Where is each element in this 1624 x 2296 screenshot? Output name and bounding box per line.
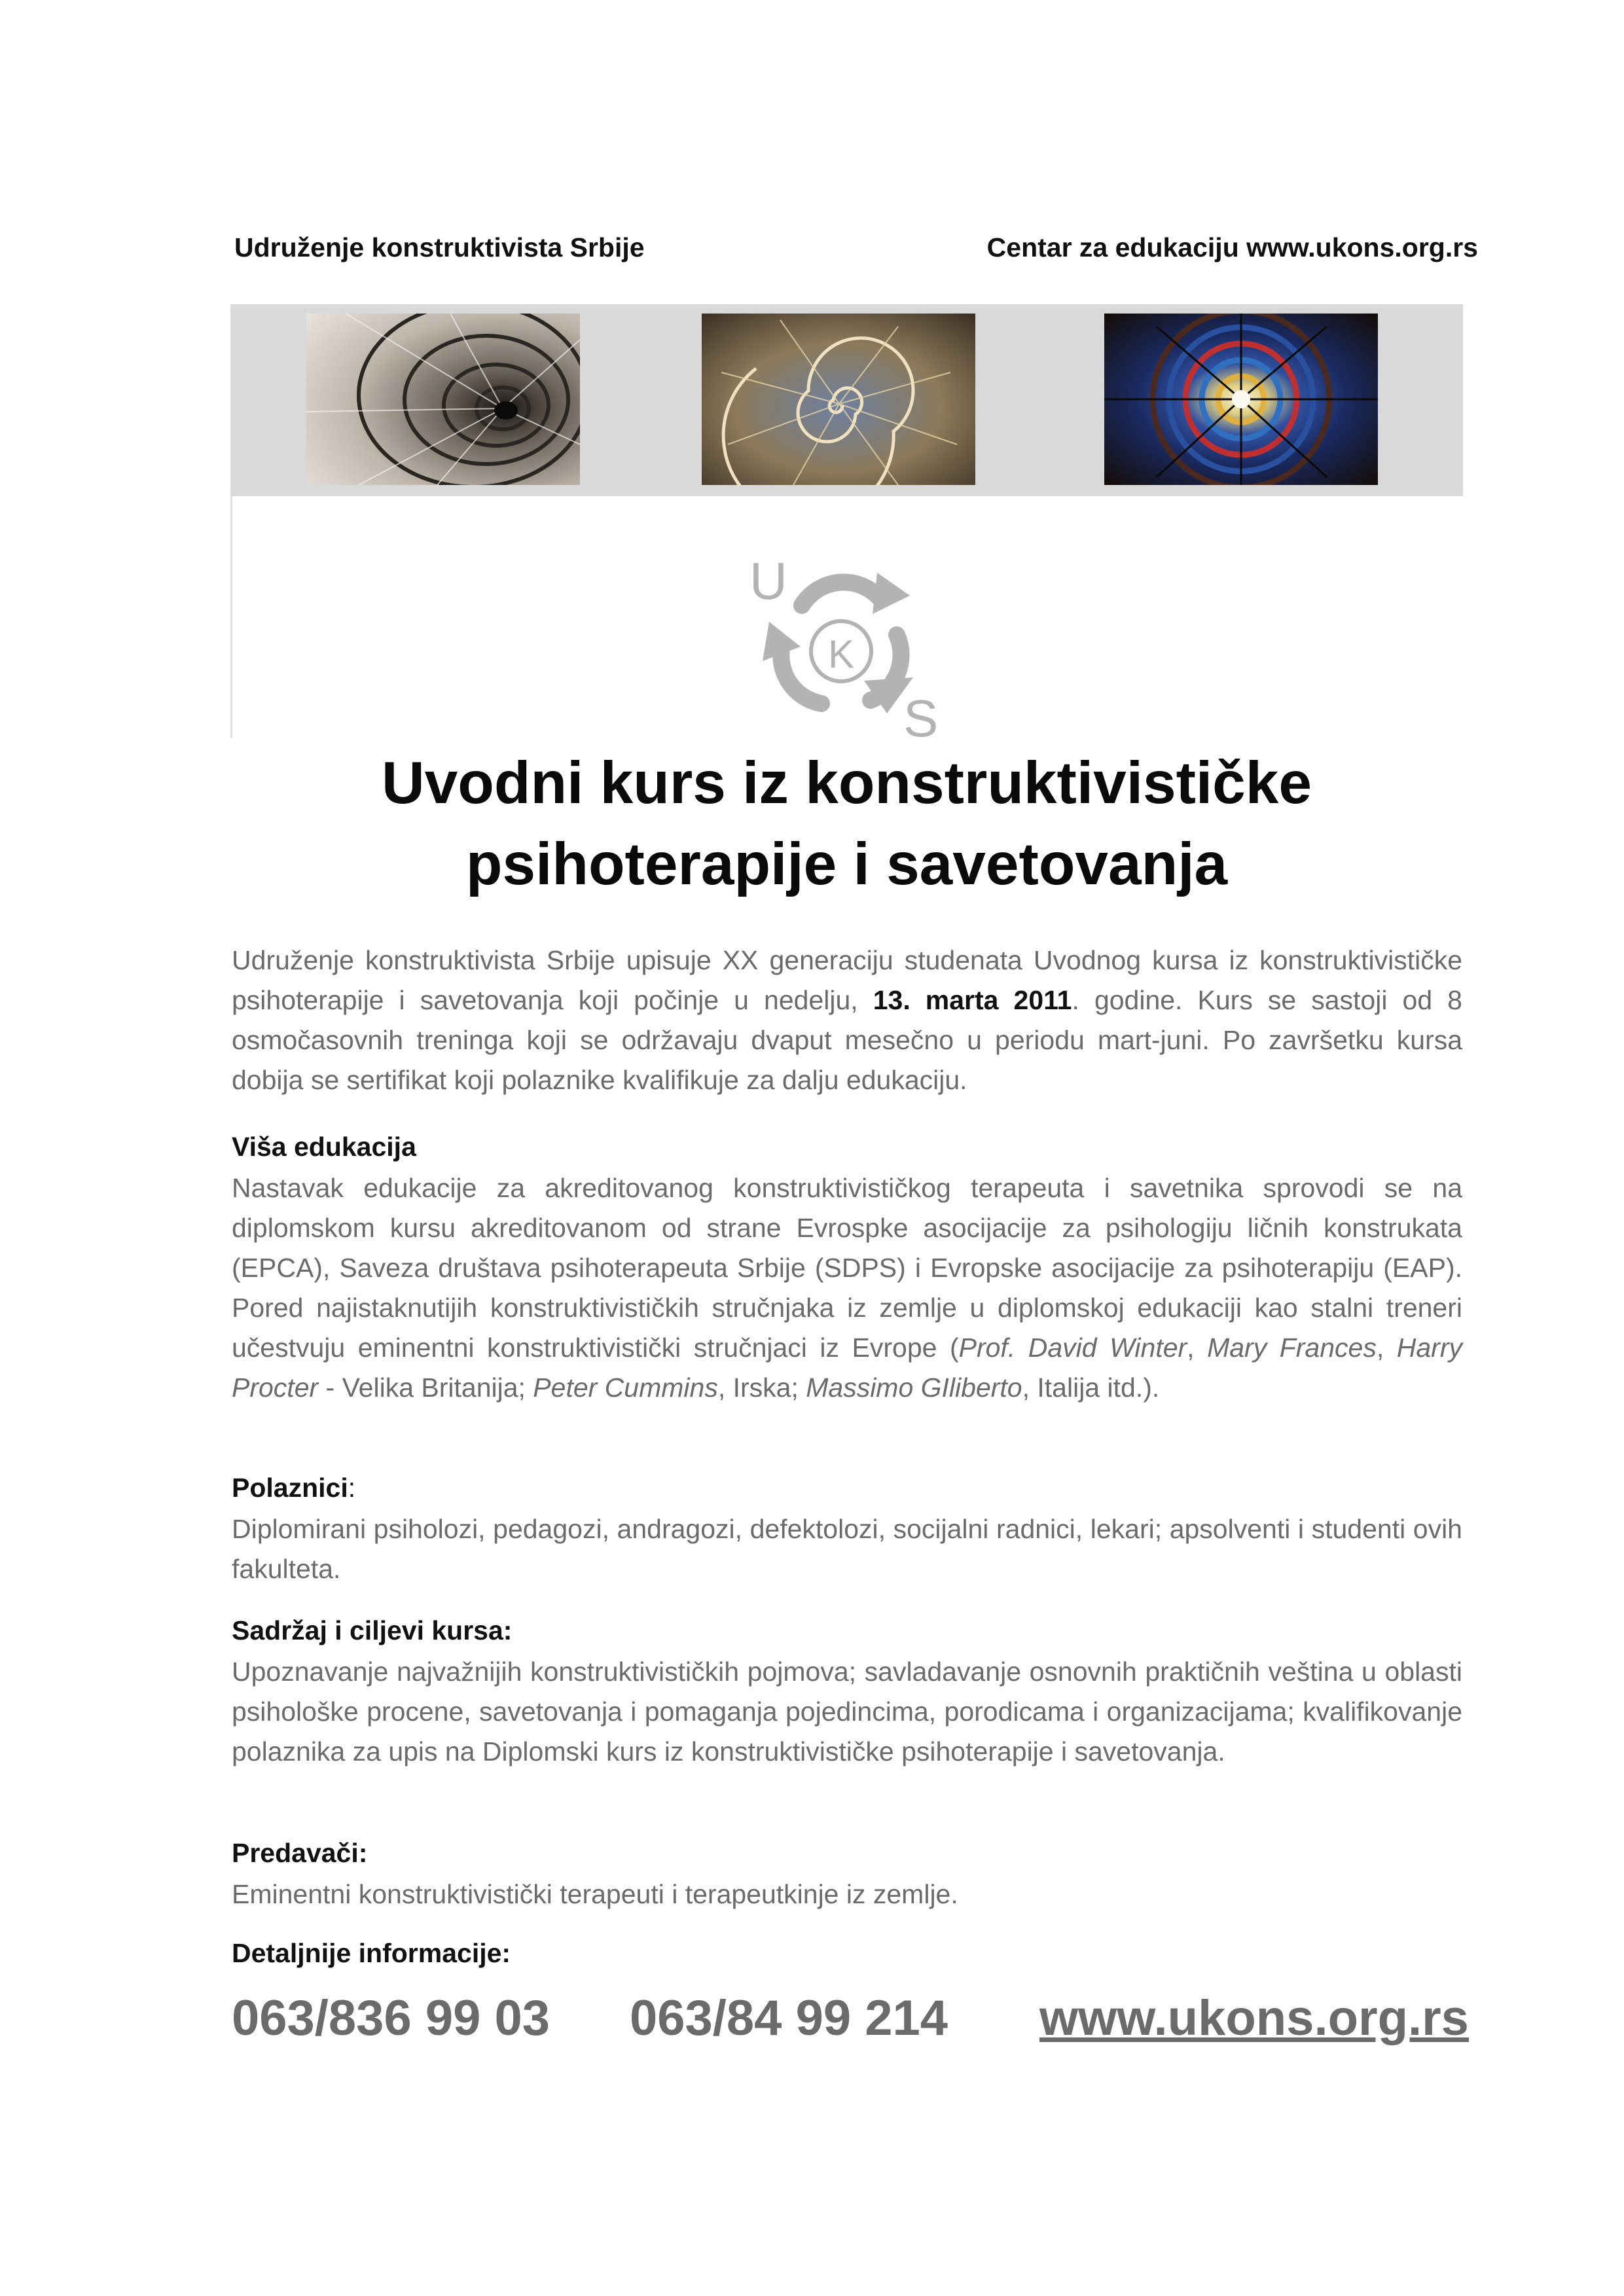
- intro-text-end: . godine. Kurs se sastoji od 8 osmočasovnih treninga koji se održavaju dvaput mesečno u periodu mart-juni. Po završetku kursa dobija se sertifikat koji polaznike kvalifikuje za dalju edukaciju.: [232, 985, 1462, 1095]
- logo-letter-u: U: [749, 552, 787, 610]
- header-education-center: Centar za edukaciju www.ukons.org.rs: [986, 232, 1478, 262]
- phone-number-1[interactable]: 063/836 99 03: [232, 1990, 550, 2046]
- header-organization: Udruženje konstruktivista Srbije: [234, 232, 645, 262]
- polaznici-heading: Polaznici:: [232, 1473, 356, 1503]
- predavaci-heading: Predavači:: [232, 1838, 368, 1868]
- trainer-name: Prof. David Winter: [958, 1333, 1187, 1363]
- stained-glass-spiral-photo: [1104, 314, 1378, 485]
- title-line-1: Uvodni kurs iz konstruktivističke: [381, 750, 1312, 816]
- logo-letter-s: S: [903, 689, 939, 740]
- logo-letter-k: K: [827, 632, 855, 676]
- phone-number-2[interactable]: 063/84 99 214: [630, 1990, 948, 2046]
- intro-paragraph: [232, 941, 1462, 1100]
- nautilus-shell-photo: [702, 314, 975, 485]
- polaznici-paragraph: Diplomirani psiholozi, pedagozi, andragozi, defektolozi, socijalni radnici, lekari; apsolventi i studenti ovih fakulteta.: [232, 1514, 1462, 1584]
- sadrzaj-paragraph: Upoznavanje najvažnijih konstruktivističkih pojmova; savladavanje osnovnih praktičnih veština u oblasti psihološke procene, savetovanja i pomaganja pojedincima, porodicama i organizacijama; kvalifikovanje polaznika za upis na Diplomski kurs iz konstruktivističke psihoterapije i savetovanja.: [232, 1657, 1462, 1767]
- title-line-2: psihoterapije i savetovanja: [465, 831, 1228, 897]
- website-link[interactable]: www.ukons.org.rs: [1039, 1990, 1469, 2046]
- spiral-staircase-photo: [306, 314, 580, 485]
- trainer-name: Peter Cummins: [533, 1372, 718, 1403]
- trainer-name: Mary Frances: [1207, 1333, 1377, 1363]
- start-date: 13. marta 2011: [873, 985, 1072, 1015]
- page-title: [230, 743, 1463, 905]
- uks-logo: [723, 537, 965, 740]
- trainer-name: Massimo GIliberto: [806, 1372, 1022, 1403]
- detalji-heading: Detaljnije informacije:: [232, 1938, 511, 1968]
- trainer-name: Harry Procter: [232, 1333, 1462, 1403]
- visa-edukacija-paragraph: Nastavak edukacije za akreditovanog konstruktivističkog terapeuta i savetnika sprovodi se na diplomskom kursu akreditovanom od strane Evrospke asocijacije za psihologiju ličnih konstrukata (EPCA), Saveza društava psihoterapeuta Srbije (SDPS) i Evropske asocijacije za psihoterapiju (EAP). Pored najistaknutijih konstruktivističkih stručnjaka iz zemlje u diplomskoj edukaciji kao stalni treneri učestvuju eminentni konstruktivistički stručnjaci iz Evrope (Prof. David Winter, Mary Frances, Harry Procter - Velika Britanija; Peter Cummins, Irska; Massimo GIliberto, Italija itd.).: [232, 1173, 1462, 1403]
- sadrzaj-heading: Sadržaj i ciljevi kursa:: [232, 1615, 513, 1645]
- band-divider: [230, 496, 232, 738]
- visa-edukacija-heading: Viša edukacija: [232, 1132, 416, 1162]
- predavaci-paragraph: Eminentni konstruktivistički terapeuti i terapeutkinje iz zemlje.: [232, 1879, 958, 1909]
- intro-text-start: Udruženje konstruktivista Srbije upisuje XX generaciju studenata Uvodnog kursa iz konstruktivističke psihoterapije i savetovanja koji počinje u nedelju,: [232, 945, 1462, 1015]
